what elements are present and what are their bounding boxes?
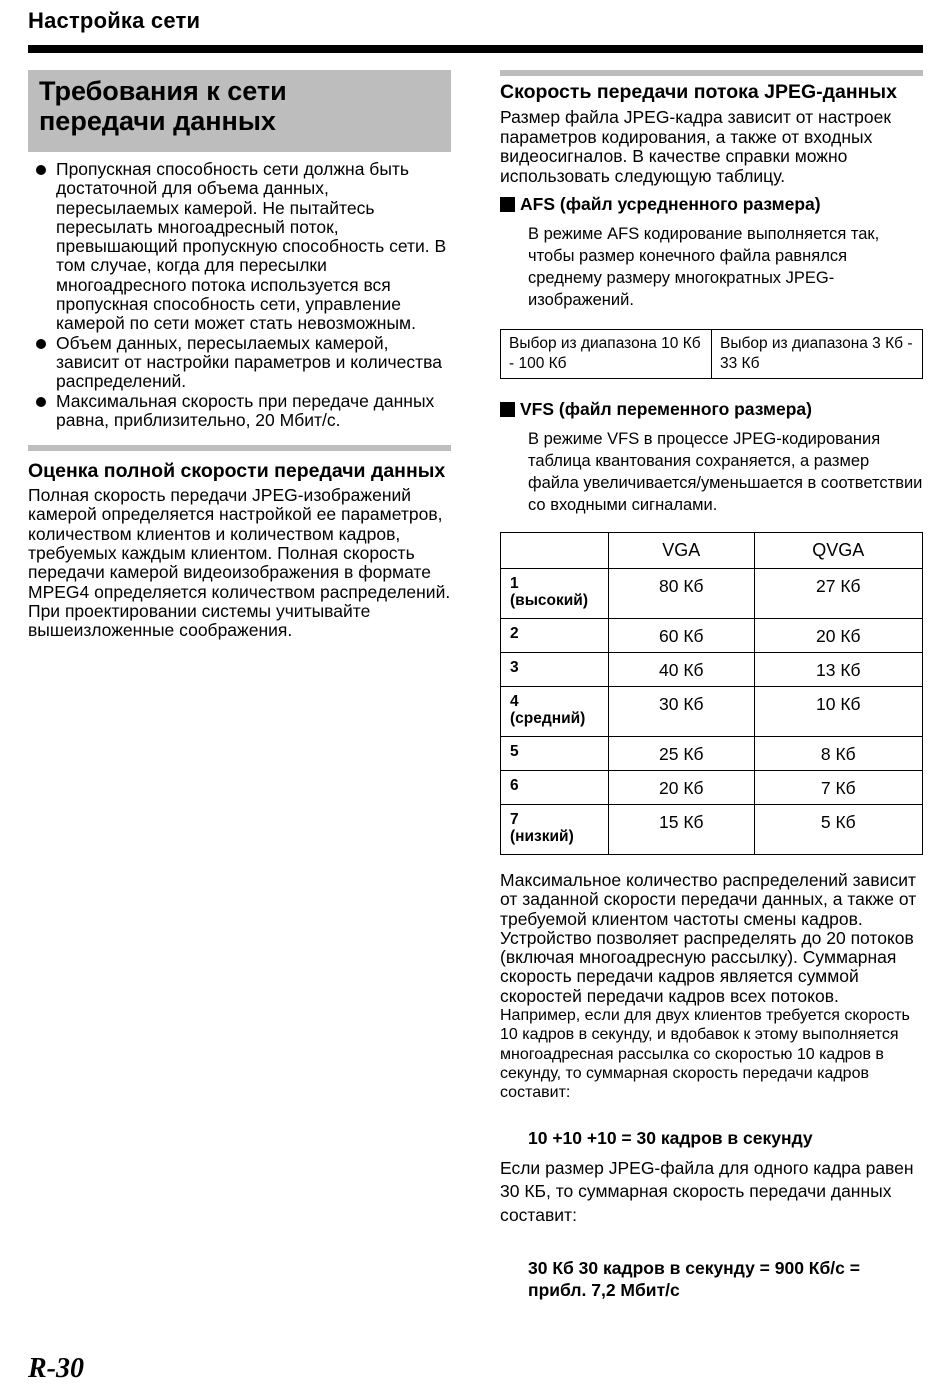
- subhead-bar: [500, 70, 923, 76]
- section-title-box: [28, 70, 451, 152]
- level-number: 3: [510, 659, 519, 676]
- total-rate-subhead: Оценка полной скорости передачи данных: [28, 460, 446, 483]
- level-note: (средний): [510, 710, 586, 727]
- bullet-text: Объем данных, пересылаемых камерой, зависит от настройки параметров и количества распределений.: [56, 332, 442, 392]
- afs-heading-text: AFS (файл усредненного размера): [520, 194, 821, 214]
- col-header-qvga: QVGA: [754, 533, 922, 569]
- section-title-line2: передачи данных: [39, 106, 276, 136]
- qvga-size: 10 Кб: [754, 687, 922, 737]
- qvga-size: 27 Кб: [754, 569, 922, 619]
- afs-range-table: [500, 329, 923, 379]
- level-note: (низкий): [510, 828, 574, 845]
- table-row: [501, 687, 923, 737]
- qvga-size: 13 Кб: [754, 653, 922, 687]
- qvga-size: 7 Кб: [754, 771, 922, 805]
- bitrate-formula: 30 Кб 30 кадров в секунду = 900 Кб/с = прибл. 7,2 Мбит/с: [528, 1258, 860, 1301]
- list-item: [28, 334, 451, 392]
- bullet-icon: [36, 397, 46, 407]
- table-row: [501, 619, 923, 653]
- vga-size: 80 Кб: [609, 569, 755, 619]
- level-number: 6: [510, 777, 519, 794]
- level-number: 7: [510, 811, 519, 828]
- table-corner-cell: [501, 533, 609, 569]
- jpeg-rate-subhead: Скорость передачи потока JPEG-данных: [500, 81, 897, 103]
- right-column: [500, 70, 923, 1301]
- table-row: [501, 653, 923, 687]
- bullet-icon: [36, 165, 46, 175]
- bullet-text: Пропускная способность сети должна быть достаточной для объема данных, пересылаемых камерой. Не пытайтесь пересылать многоадресный поток, превышающий пропускную способность сети. В том случае, когда для пересылки многоадресного потока используется вся пропускная способность сети, управление камерой по сети может стать невозможным.: [56, 159, 447, 334]
- qvga-size: 5 Кб: [754, 805, 922, 855]
- level-number: 4: [510, 693, 519, 710]
- vfs-description: В режиме VFS в процессе JPEG-кодирования таблица квантования сохраняется, а размер файла увеличивается/уменьшается в соответствии со входными сигналами.: [528, 430, 923, 514]
- table-row: [501, 771, 923, 805]
- section-title-line1: Требования к сети: [39, 76, 287, 106]
- vga-size: 15 Кб: [609, 805, 755, 855]
- vfs-heading-text: VFS (файл переменного размера): [520, 399, 812, 419]
- frame-rate-formula: 10 +10 +10 = 30 кадров в секунду: [528, 1127, 813, 1148]
- level-note: (высокий): [510, 592, 588, 609]
- afs-description: В режиме AFS кодирование выполняется так, чтобы размер конечного файла равнялся среднему размеру многократных JPEG-изображений.: [528, 225, 880, 309]
- subhead-bar: [28, 445, 451, 451]
- col-header-vga: VGA: [609, 533, 755, 569]
- table-row: [501, 805, 923, 855]
- square-bullet-icon: [500, 402, 515, 417]
- table-row: [501, 569, 923, 619]
- vga-size: 40 Кб: [609, 653, 755, 687]
- max-distributions-paragraph: [500, 871, 923, 1103]
- page-header-title: Настройка сети: [28, 8, 201, 33]
- vfs-heading: [500, 399, 923, 420]
- file-size-paragraph: Если размер JPEG-файла для одного кадра равен 30 КБ, то суммарная скорость передачи данных составит:: [500, 1157, 914, 1225]
- bullet-text: Максимальная скорость при передаче данных равна, приблизительно, 20 Мбит/с.: [56, 390, 435, 430]
- level-number: 5: [510, 743, 519, 760]
- level-number: 2: [510, 625, 519, 642]
- example-text: Например, если для двух клиентов требуется скорость 10 кадров в секунду, и вдобавок к этому выполняется многоадресная рассылка со скоростью 10 кадров в секунду, то суммарная скорость передачи кадров составит:: [500, 1007, 910, 1102]
- afs-range-qvga: Выбор из диапазона 3 Кб - 33 Кб: [712, 330, 923, 379]
- qvga-size: 8 Кб: [754, 737, 922, 771]
- left-column: [28, 70, 451, 641]
- vga-size: 20 Кб: [609, 771, 755, 805]
- list-item: [28, 392, 451, 431]
- jpeg-rate-intro: Размер файла JPEG-кадра зависит от настроек параметров кодирования, а также от входных видеосигналов. В качестве справки можно использовать следующую таблицу.: [500, 107, 892, 186]
- page-number: R-30: [28, 1353, 84, 1384]
- square-bullet-icon: [500, 197, 515, 212]
- max-distributions-text: Максимальное количество распределений зависит от заданной скорости передачи данных, а также от требуемой клиентом частоты смены кадров. Устройство позволяет распределять до 20 потоков (включая многоадресную рассылку). Суммарная скорость передачи кадров является суммой скоростей передачи кадров всех потоков.: [500, 870, 917, 1006]
- level-number: 1: [510, 575, 519, 592]
- afs-heading: [500, 194, 923, 215]
- afs-range-vga: Выбор из диапазона 10 Кб - 100 Кб: [501, 330, 712, 379]
- requirements-list: [28, 160, 451, 430]
- total-rate-paragraph: Полная скорость передачи JPEG-изображений камерой определяется настройкой ее параметров, количеством клиентов и количеством кадров, требуемых каждым клиентом. Полная скорость передачи камерой видеоизображения в формате MPEG4 определяется количеством распределений. При проектировании системы учитывайте вышеизложенные соображения.: [28, 485, 451, 641]
- qvga-size: 20 Кб: [754, 619, 922, 653]
- vfs-size-table: [500, 532, 923, 855]
- vga-size: 25 Кб: [609, 737, 755, 771]
- vga-size: 30 Кб: [609, 687, 755, 737]
- list-item: [28, 160, 451, 334]
- bullet-icon: [36, 339, 46, 349]
- vga-size: 60 Кб: [609, 619, 755, 653]
- table-row: [501, 737, 923, 771]
- header-rule: [28, 45, 923, 53]
